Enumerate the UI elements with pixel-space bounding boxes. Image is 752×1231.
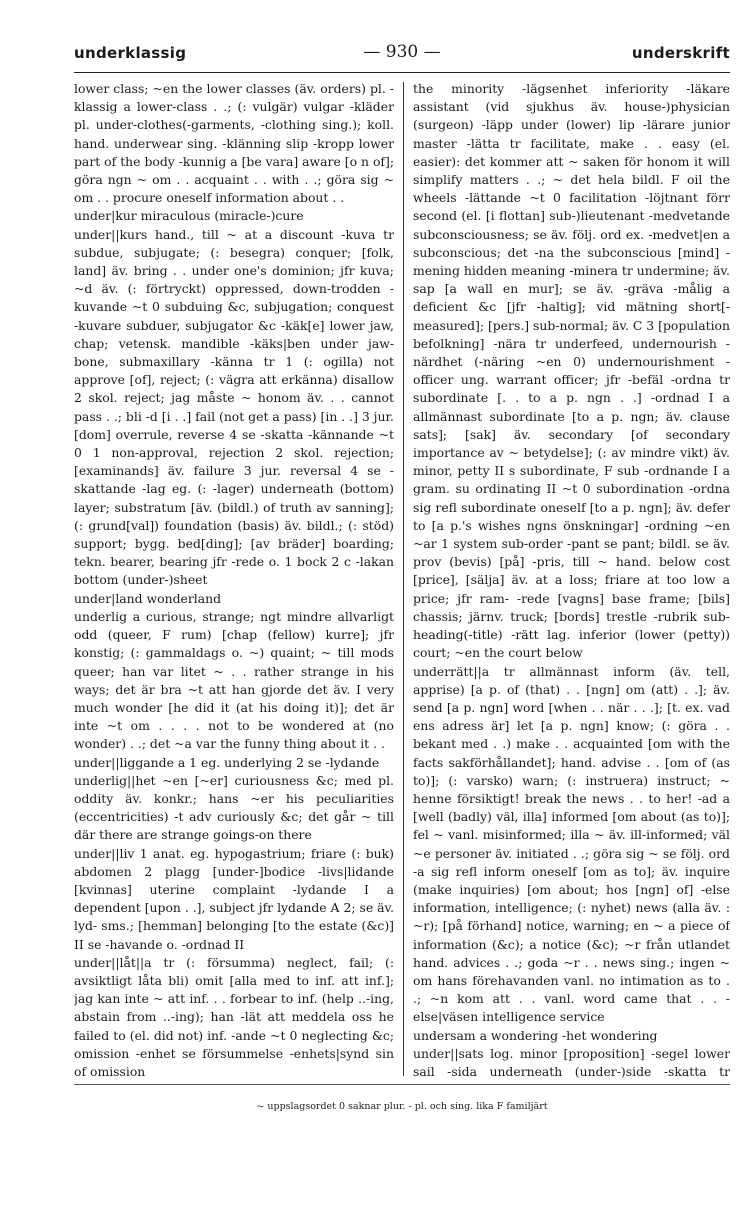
entry-paragraph: under||låt||a tr (: försumma) neglect, fail; (: avsiktligt låta bli) omit [alla med to inf. att inf.]; jag kan inte ~ att inf. . . forbear to inf. (help ..-ing, abstain from ..-ing); han -lät att meddela oss he failed to (el. did not) inf. -ande ~t 0 neglecting &c; omission -enhet se försummelse -enhets|synd sin of omission: [74, 954, 394, 1079]
entry-paragraph: under||kurs hand., till ~ at a discount -kuva tr subdue, subjugate; (: besegra) conquer; [folk, land] äv. bring . . under one's dominion; jfr kuva; ~d äv. (: förtryckt) oppressed, down-trodden -kuvande ~t 0 subduing &c, subjugation; conquest -kuvare subduer, subjugator &c -käk[e] lower jaw, chap; vetensk. mandible -käks|ben under jaw-bone, submaxillary -känna tr 1 (: ogilla) not approve [of], reject; (: vägra att erkänna) disallow 2 skol. reject; jag måste ~ honom äv. . . cannot pass . .; bli -d [i . .] fail (not get a pass) [in . .] 3 jur. [dom] overrule, reverse 4 se -skatta -kännande ~t 0 1 non-approval, rejection 2 skol. rejection; [examinands] äv. failure 3 jur. reversal 4 se -skattande -lag eg. (: -lager) underneath (bottom) layer; substratum [äv. (bildl.) of truth av sanning]; (: grund[val]) foundation (basis) äv. bildl.; (: stöd) support; bygg. bed[ding]; [av bräder] boarding; tekn. bearer, bearing jfr -rede o. 1 bock 2 c -lakan bottom (under-)sheet: [74, 226, 394, 588]
page-header: [74, 44, 730, 70]
entry-paragraph: underlig a curious, strange; ngt mindre allvarligt odd (queer, F rum) [chap (fellow) kurre]; jfr konstig; (: gammaldags o. ~) quaint; ~ till mods queer; han var litet ~ . . rather strange in his ways; det är bra ~t att han gjorde det äv. I very much wonder [he did it (at his doing it)]; det är inte ~t om . . . . not to be wondered at (no wonder) . .; det ~a var the funny thing about it . .: [74, 608, 394, 752]
entry-paragraph: under||sats log. minor [proposition] -segel lower sail -sida underneath (under-)side -skatta tr: [413, 1045, 730, 1079]
entry-paragraph: under|land wonderland: [74, 590, 222, 606]
entry-paragraph: under||liv 1 anat. eg. hypogastrium; friare (: buk) abdomen 2 plagg [under-]bodice -livs|lidande [kvinnas] uterine complaint -lydande I a dependent [upon . .], subject jfr lydande A 2; se äv. lyd- sms.; [hemman] belonging [to the estate (&c)] II se -havande o. -ordnad II: [74, 845, 394, 952]
page-number: — 930 —: [363, 42, 441, 62]
entry-paragraph: the minority -lägsenhet inferiority -läkare assistant (vid sjukhus äv. house-)physician (surgeon) -läpp under (lower) lip -lärare junior master -lätta tr facilitate, make . . easy (el. easier): det kommer att ~ saken för honom it will simplify matters . .; ~ det hela bildl. F oil the wheels -lättande ~t 0 facilitation -löjtnant förr second (el. [i flottan] sub-)lieutenant -medvetande subconsciousness; se äv. följ. ord ex. -medvet|en a subconscious; det -na the subconscious [mind] -mening hidden meaning -minera tr undermine; äv. sap [a wall en mur]; se äv. -gräva -målig a deficient &c [jfr -haltig]; vid mätning short[-measured]; [pers.] sub-normal; äv. C 3 [population befolkning] -nära tr underfeed, undernourish -närdhet (-näring ~en 0) undernourishment -officer ung. warrant officer; jfr -befäl -ordna tr subordinate [. . to a p. ngn . .] -ordnad I a allmännast subordinate [to a p. ngn; äv. clause sats]; [sak] äv. secondary [of secondary importance av ~ betydelse]; (: av mindre vikt) äv. minor, petty II s subordinate, F sub -ordnande I a gram. su ordinating II ~t 0 subordination -ordna sig refl subordinate oneself [to a p. ngn]; äv. defer to [a p.'s wishes ngns önskningar] -ordning ~en ~ar 1 system sub-order -pant se pant; bildl. se äv. prov (bevis) [på] -pris, till ~ hand. below cost [price], [sälja] äv. at a loss; friare at too low a price; jfr ram- -rede [vagns] base frame; [bils] chassis; järnv. truck; [bords] trestle -rubrik sub-heading(-title) -rätt lag. inferior (lower (petty)) court; ~en the court below: [413, 81, 730, 661]
column-divider: [403, 82, 404, 1076]
entry-paragraph: lower class; ~en the lower classes (äv. orders) pl. -klassig a lower-class . .; (: vulgär) vulgar -kläder pl. under-clothes(-garments, -clothing sing.); koll. hand. underwear sing. -klänning slip -kropp lower part of the body -kunnig a [be vara] aware [o n of]; göra ngn ~ om . . acquaint . . with . .; göra sig ~ om . . procure oneself information about . .: [74, 81, 394, 206]
abbreviation-legend: ~ uppslagsordet 0 saknar plur. - pl. och sing. lika F familjärt: [256, 1101, 548, 1112]
entry-paragraph: underlig||het ~en [~er] curiousness &c; med pl. oddity äv. konkr.; hans ~er his peculiarities (eccentricities) -t adv curiously &c; det går ~ till där there are strange goings-on there: [74, 772, 394, 843]
entry-paragraph: undersam a wondering -het wondering: [413, 1027, 658, 1043]
entry-paragraph: under||liggande a 1 eg. underlying 2 se -lydande: [74, 754, 380, 770]
header-rule: [74, 72, 730, 73]
footer-rule: [74, 1084, 730, 1085]
right-column: [413, 80, 730, 1080]
entry-paragraph: under|kur miraculous (miracle-)cure: [74, 208, 304, 224]
right-headword: underskrift: [631, 44, 730, 62]
entry-paragraph: underrätt||a tr allmännast inform (äv. tell, apprise) [a p. of (that) . . [ngn] om (att) . .]; äv. send [a p. ngn] word [when . . när . . .]; [t. ex. vad ens adress är] let [a p. ngn] know; (: göra . . bekant med . .) make . . acquainted [om with the facts sakförhållandet]; hand. advise . . [om of (as to)]; (: varsko) warn; (: instruera) instruct; ~ henne försiktigt! break the news . . to her! -ad a [well (badly) väl, illa] informed [om about (as to)]; fel ~ vanl. misinformed; illa ~ äv. ill-informed; väl ~e personer äv. initiated . .; göra sig ~ se följ. ord -a sig refl inform oneself [om as to]; äv. inquire (make inquiries) [om about; hos [ngn] of] -else information, intelligence; (: nyhet) news (alla äv. : ~r); [på förhand] notice, warning; en ~ a piece of information (&c); a notice (&c); ~r från utlandet hand. advices . .; goda ~r . . news sing.; ingen ~ om hans förehavanden vanl. no intimation as to . .; ~n kom att . . vanl. word came that . . -else|väsen intelligence service: [413, 663, 730, 1025]
left-headword: underklassig: [74, 44, 187, 62]
left-column: [74, 80, 394, 1080]
